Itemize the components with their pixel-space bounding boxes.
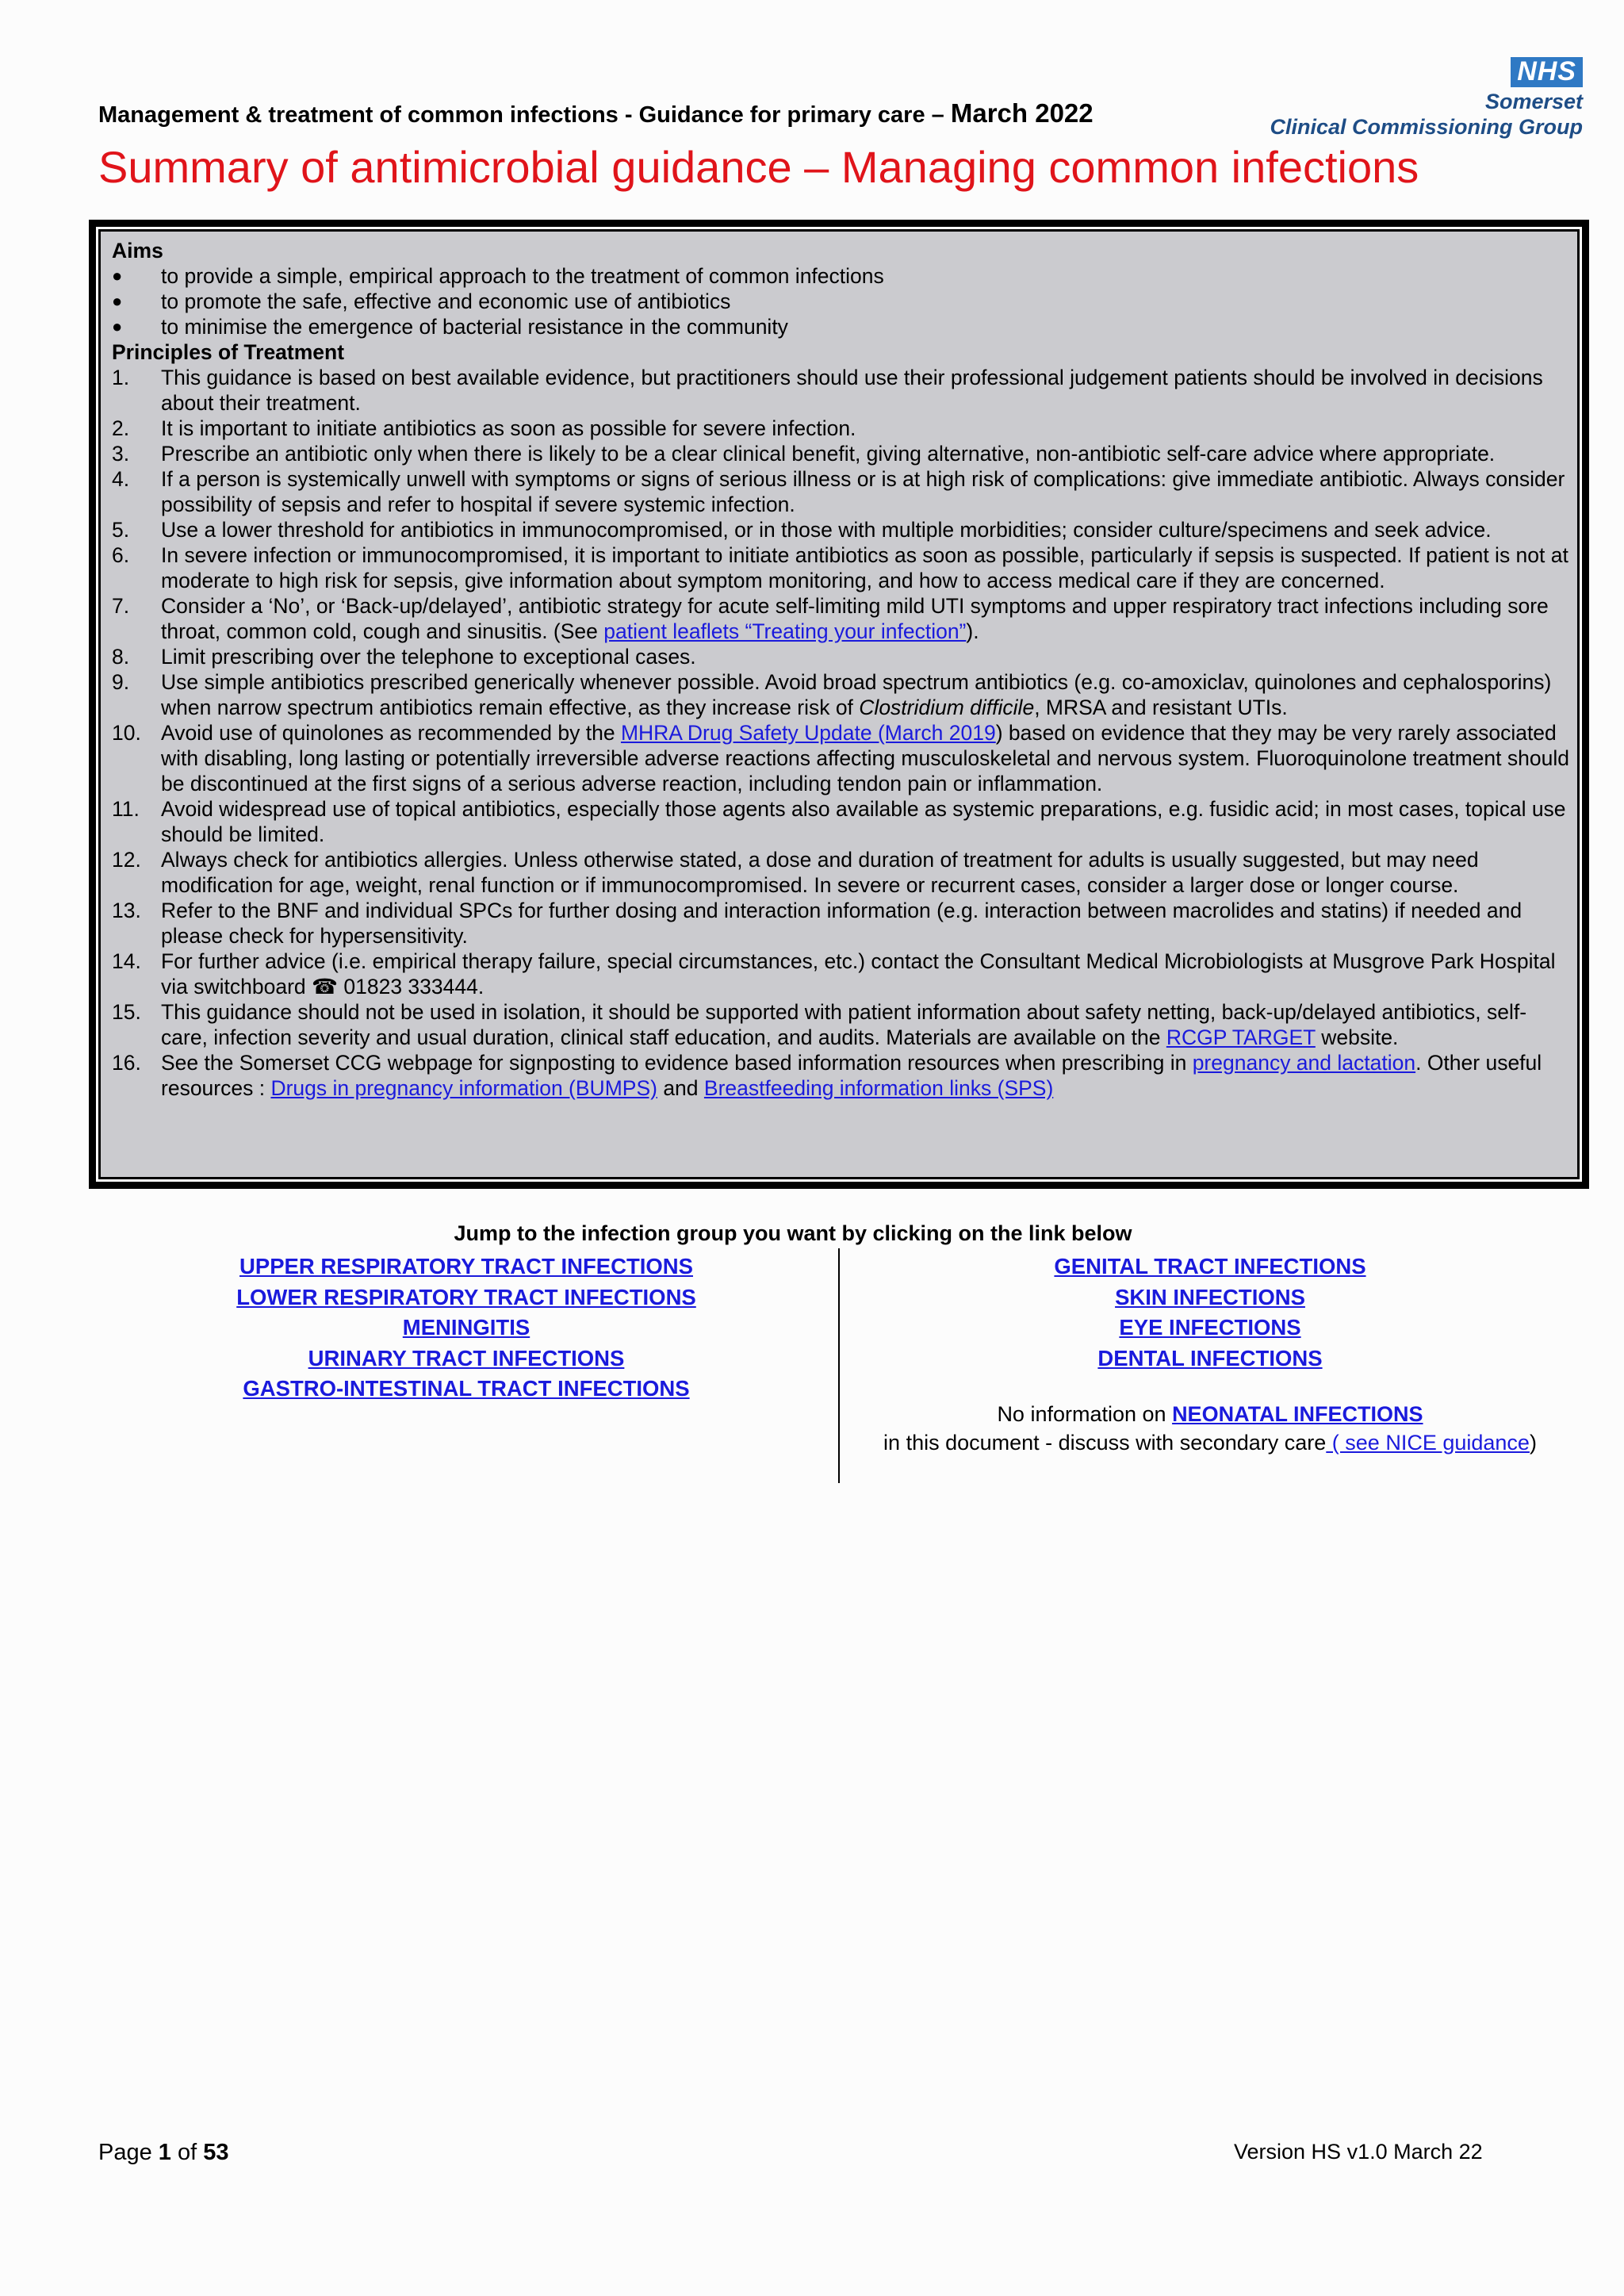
document-header bbox=[98, 98, 1094, 128]
nhs-logo bbox=[1270, 57, 1583, 140]
principle-item: 12. Always check for antibiotics allergies. Unless otherwise stated, a dose and duration of treatment for adults is usually suggested, but may need modification for age, weight, renal function or if immunocompromised. In severe or recurrent cases, consider a larger dose or longer course. bbox=[112, 848, 1479, 897]
link-lower-respiratory[interactable]: LOWER RESPIRATORY TRACT INFECTIONS bbox=[236, 1284, 696, 1309]
header-date: March 2022 bbox=[950, 98, 1094, 128]
aim-item: ● to promote the safe, effective and economic use of antibiotics bbox=[112, 289, 731, 313]
principle-item: 6. In severe infection or immunocompromised, it is important to initiate antibiotics as soon as possible, particularly if sepsis is suspected. If patient is not at moderate to high risk for sepsis, give information about symptom monitoring, and how to access medical care if they are concerned. bbox=[112, 543, 1568, 592]
link-upper-respiratory[interactable]: UPPER RESPIRATORY TRACT INFECTIONS bbox=[239, 1254, 693, 1278]
nice-guidance-link[interactable]: ( see NICE guidance bbox=[1326, 1431, 1530, 1455]
principle-item: 7. Consider a ‘No’, or ‘Back-up/delayed’, antibiotic strategy for acute self-limiting mild UTI symptoms and upper respiratory tract infections including sore throat, common cold, cough and sinusitis. (See patient leaflets “Treating your infection”). bbox=[112, 594, 1549, 643]
link-meningitis[interactable]: MENINGITIS bbox=[402, 1315, 530, 1340]
principle-item: 11. Avoid widespread use of topical antibiotics, especially those agents also available as systemic preparations, e.g. fusidic acid; in most cases, topical use should be limited. bbox=[112, 797, 1566, 846]
header-text: Management & treatment of common infections - Guidance for primary care bbox=[98, 102, 925, 128]
pregnancy-lactation-link[interactable]: pregnancy and lactation bbox=[1192, 1051, 1416, 1075]
principle-item: 15. This guidance should not be used in isolation, it should be supported with patient information about safety netting, back-up/delayed antibiotics, self-care, infection severity and usual duration, clinical staff education, and audits. Materials are available on the RCGP TARGET website. bbox=[112, 1000, 1527, 1049]
principles-heading: Principles of Treatment bbox=[112, 340, 345, 364]
rcgp-target-link[interactable]: RCGP TARGET bbox=[1166, 1025, 1316, 1049]
link-skin[interactable]: SKIN INFECTIONS bbox=[1115, 1284, 1305, 1309]
principle-item: 5. Use a lower threshold for antibiotics in immunocompromised, or in those with multiple morbidities; consider culture/specimens and seek advice. bbox=[112, 518, 1492, 542]
principle-item: 8. Limit prescribing over the telephone to exceptional cases. bbox=[112, 645, 696, 669]
link-eye[interactable]: EYE INFECTIONS bbox=[1119, 1315, 1301, 1340]
jump-title: Jump to the infection group you want by clicking on the link below bbox=[454, 1221, 1132, 1245]
jump-links-right bbox=[845, 1251, 1575, 1457]
principle-item: 3. Prescribe an antibiotic only when there is likely to be a clear clinical benefit, giving alternative, non-antibiotic self-care advice where appropriate. bbox=[112, 442, 1496, 466]
bullet-icon: ● bbox=[112, 316, 123, 336]
sps-breastfeeding-link[interactable]: Breastfeeding information links (SPS) bbox=[703, 1076, 1054, 1100]
aims-heading: Aims bbox=[112, 239, 163, 263]
jump-links-left bbox=[198, 1251, 734, 1405]
column-divider bbox=[838, 1248, 840, 1483]
bumps-link[interactable]: Drugs in pregnancy information (BUMPS) bbox=[270, 1076, 657, 1100]
link-urinary-tract[interactable]: URINARY TRACT INFECTIONS bbox=[308, 1345, 625, 1370]
page-title: Summary of antimicrobial guidance – Managing common infections bbox=[98, 142, 1419, 192]
link-genital-tract[interactable]: GENITAL TRACT INFECTIONS bbox=[1054, 1254, 1366, 1278]
aim-item: ● to provide a simple, empirical approach to the treatment of common infections bbox=[112, 264, 884, 288]
principle-item: 4. If a person is systemically unwell with symptoms or signs of serious illness or is at high risk of complications: give immediate antibiotic. Always consider possibility of sepsis and refer to hospital if severe systemic infection. bbox=[112, 467, 1565, 516]
logo-somerset: Somerset bbox=[1484, 90, 1583, 113]
aims-principles-box bbox=[89, 220, 1589, 1189]
principle-item: 9. Use simple antibiotics prescribed generically whenever possible. Avoid broad spectrum antibiotics (e.g. co-amoxiclav, quinolones and cephalosporins) when narrow spectrum antibiotics remain effective, as they increase risk of Clostridium difficile, MRSA and resistant UTIs. bbox=[112, 670, 1552, 719]
mhra-drug-safety-link[interactable]: MHRA Drug Safety Update (March 2019 bbox=[620, 721, 996, 745]
link-gastro-intestinal[interactable]: GASTRO-INTESTINAL TRACT INFECTIONS bbox=[243, 1376, 690, 1401]
patient-leaflets-link[interactable]: patient leaflets “Treating your infection” bbox=[603, 619, 967, 643]
link-dental[interactable]: DENTAL INFECTIONS bbox=[1097, 1345, 1323, 1370]
logo-ccg: Clinical Commissioning Group bbox=[1270, 115, 1583, 139]
principle-item: 13. Refer to the BNF and individual SPCs for further dosing and interaction information (e.g. interaction between macrolides and statins) if needed and please check for hypersensitivity. bbox=[112, 899, 1522, 948]
principle-item: 10. Avoid use of quinolones as recommended by the MHRA Drug Safety Update (March 2019) based on evidence that they may be very rarely associated with disabling, long lasting or potentially irreversible adverse reactions affecting musculoskeletal and nervous system. Fluoroquinolone treatment should be discontinued at the first signs of a serious adverse reaction, including tendon pain or inflammation. bbox=[112, 721, 1569, 795]
bullet-icon: ● bbox=[112, 266, 123, 286]
version-info: Version HS v1.0 March 22 bbox=[1234, 2140, 1483, 2164]
principle-item: 2. It is important to initiate antibiotics as soon as possible for severe infection. bbox=[112, 416, 856, 440]
header-separator: – bbox=[925, 102, 951, 128]
page-number: Page 1 of 53 bbox=[98, 2140, 229, 2165]
principle-item: 16. See the Somerset CCG webpage for signposting to evidence based information resources when prescribing in pregnancy and lactation. Other useful resources : Drugs in pregnancy information (BUMPS) and Breastfeeding information links (SPS) bbox=[112, 1051, 1542, 1100]
nhs-badge: NHS bbox=[1511, 57, 1583, 87]
aim-item: ● to minimise the emergence of bacterial resistance in the community bbox=[112, 315, 788, 339]
bullet-icon: ● bbox=[112, 291, 123, 311]
link-neonatal[interactable]: NEONATAL INFECTIONS bbox=[1172, 1402, 1423, 1426]
neonatal-note: No information on NEONATAL INFECTIONS in this document - discuss with secondary care ( see NICE guidance) bbox=[883, 1402, 1537, 1455]
principle-item: 14. For further advice (i.e. empirical therapy failure, special circumstances, etc.) contact the Consultant Medical Microbiologists at Musgrove Park Hospital via switchboard ☎ 01823 333444. bbox=[112, 949, 1556, 999]
principle-item: 1. This guidance is based on best available evidence, but practitioners should use their professional judgement patients should be involved in decisions about their treatment. bbox=[112, 366, 1543, 415]
